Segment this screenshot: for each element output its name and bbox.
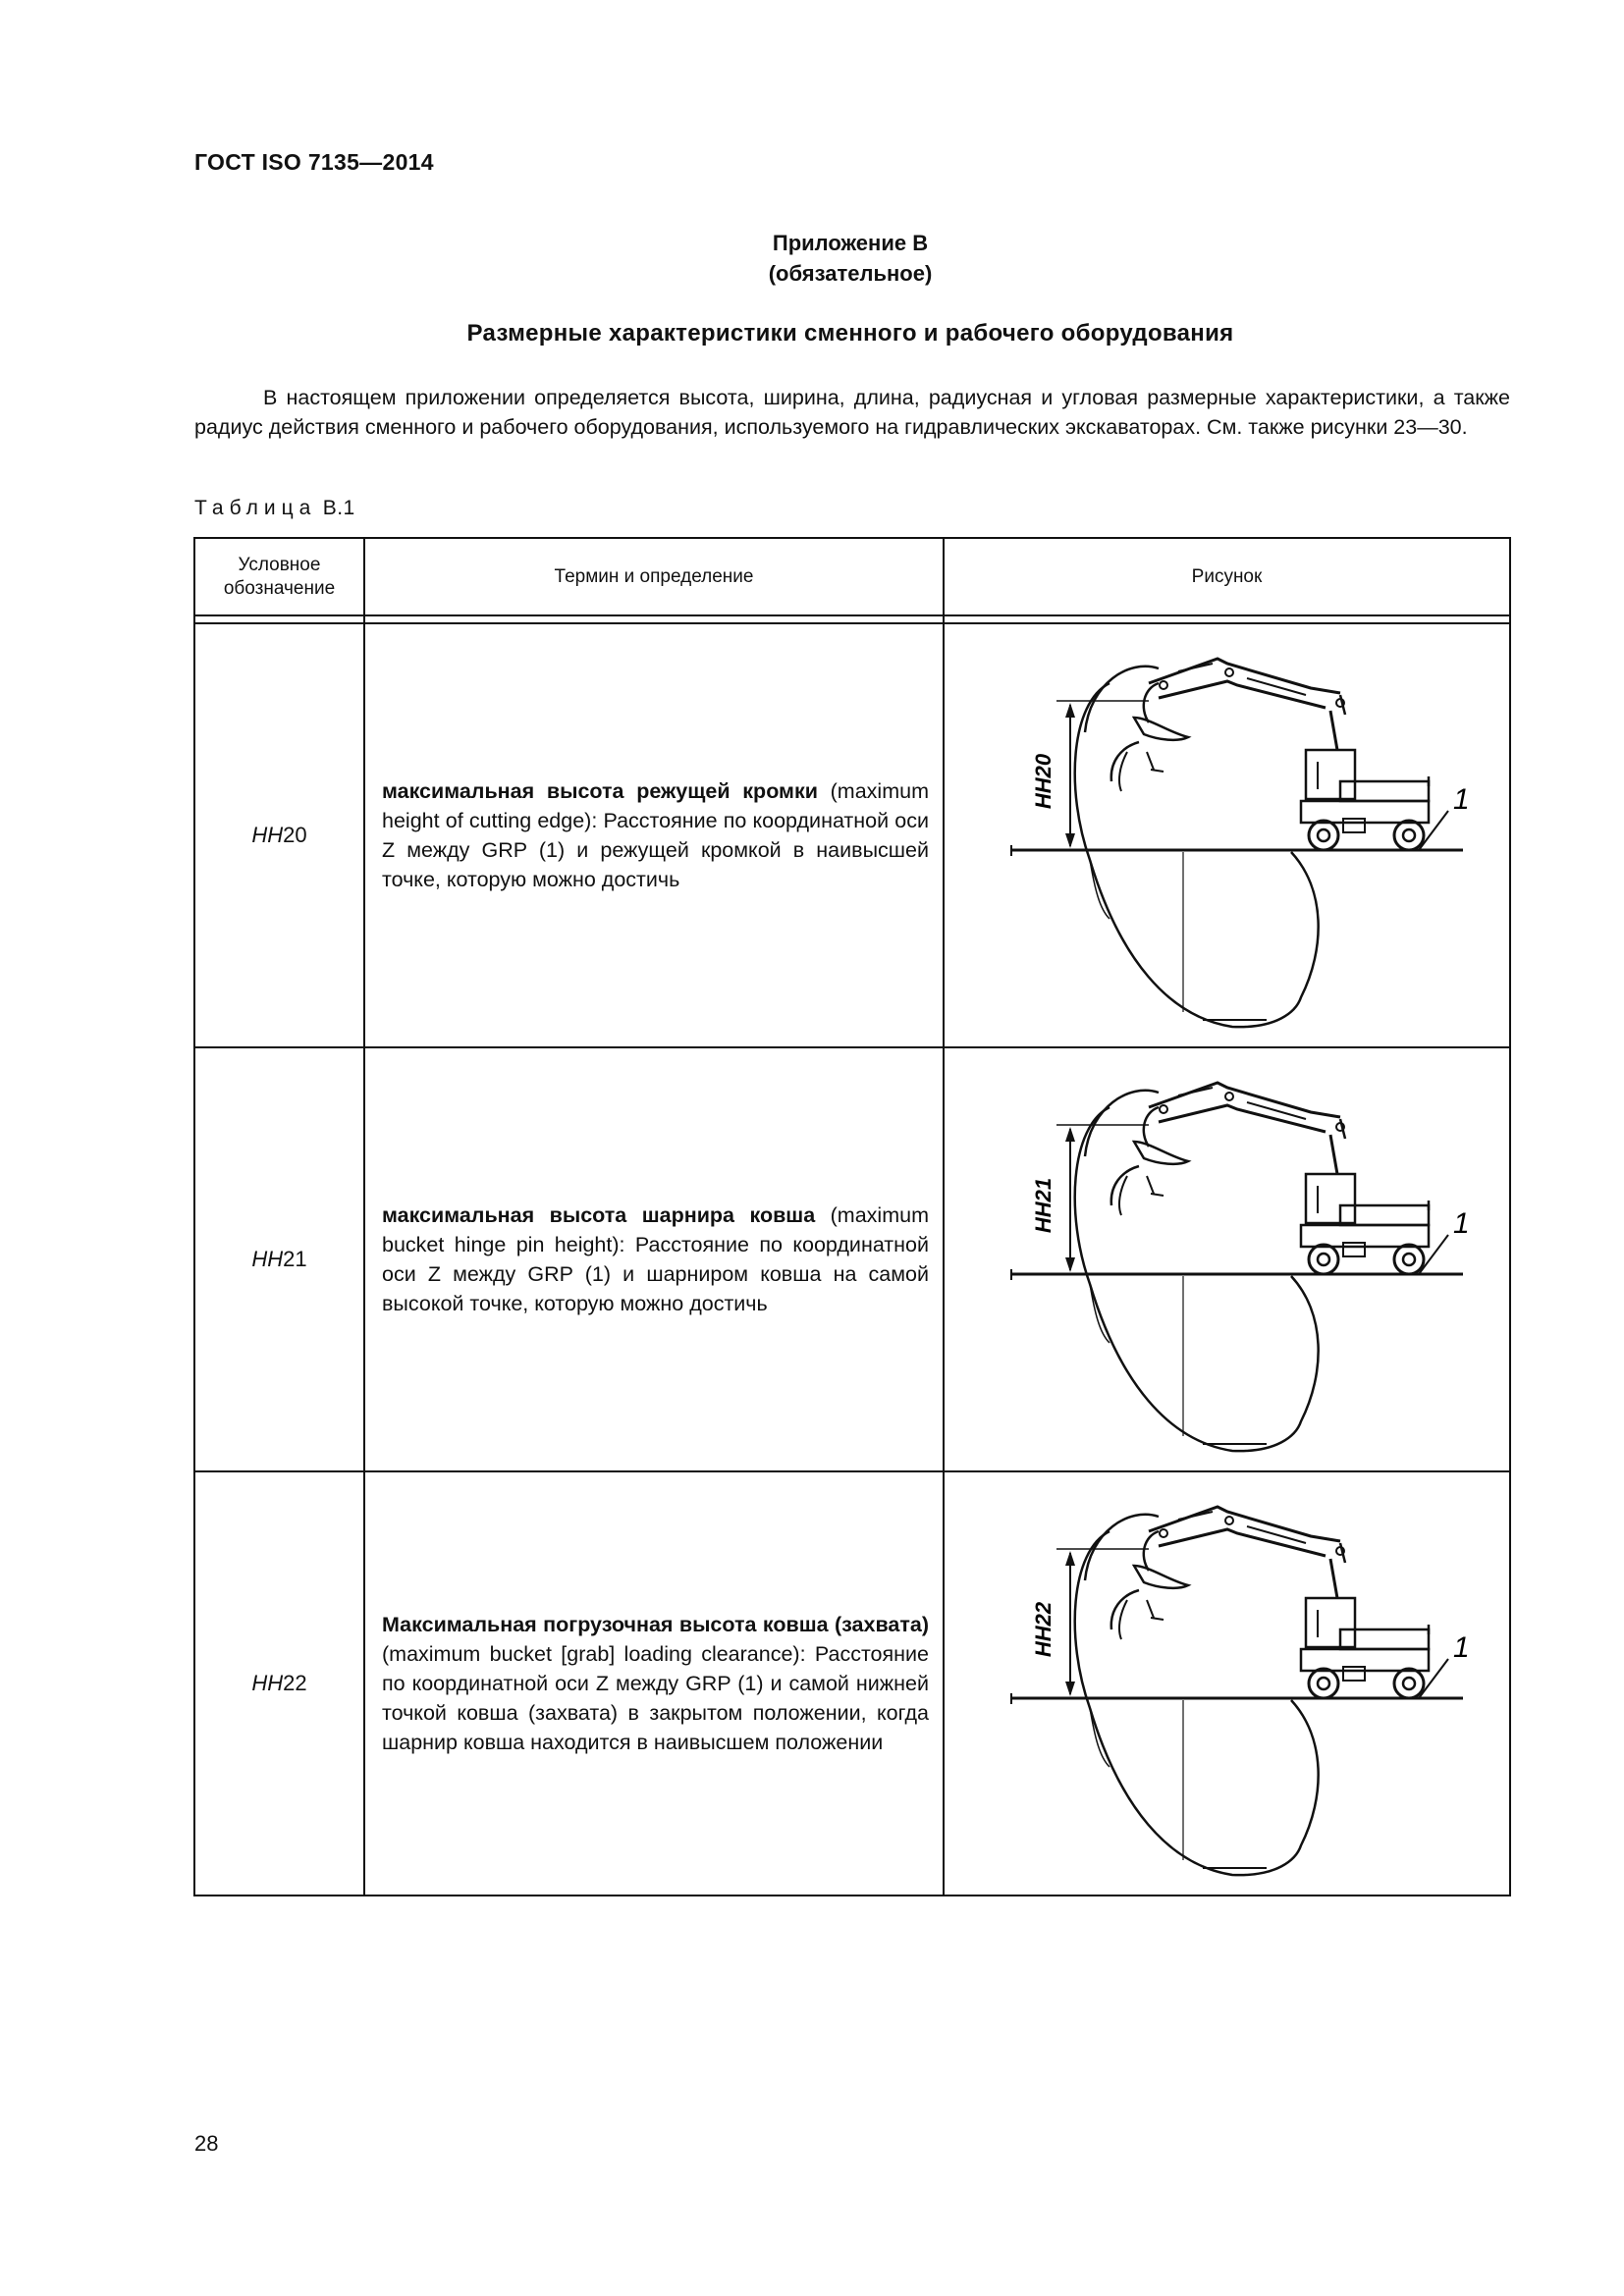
header-symbol: Условное обозначение xyxy=(194,538,364,615)
row-figure xyxy=(944,623,1510,1047)
row-definition xyxy=(364,1471,944,1896)
excavator-figure-hh20 xyxy=(952,624,1502,1041)
callout-number: 1 xyxy=(1452,1207,1470,1240)
table-gap xyxy=(194,615,1510,623)
term-rest: (maximum bucket hinge pin height): Расстояние по координатной оси Z между GRP (1) и шарниром ковша на самой высокой точке, которую можно достичь xyxy=(382,1203,929,1315)
row-definition xyxy=(364,1047,944,1471)
annex-status: (обязательное) xyxy=(768,261,933,286)
table-label-prefix: Таблица xyxy=(194,497,317,519)
term-rest: (maximum bucket [grab] loading clearance): Расстояние по координатной оси Z между GRP (1) и самой нижней точкой ковша (захвата) в закрытом положении, когда шарнир ковша находится в наивысшем положении xyxy=(382,1642,929,1754)
annex-title: Приложение В xyxy=(772,231,929,255)
excavator-figure-hh22 xyxy=(952,1472,1502,1890)
table-label-number: В.1 xyxy=(322,497,355,519)
row-symbol: HH21 xyxy=(194,1047,364,1471)
term-bold: Максимальная погрузочная высота ковша (захвата) xyxy=(382,1613,929,1636)
row-definition xyxy=(364,623,944,1047)
row-symbol: HH22 xyxy=(194,1471,364,1896)
row-symbol: HH20 xyxy=(194,623,364,1047)
dimensions-table xyxy=(193,537,1511,1896)
table-row xyxy=(194,1471,1510,1896)
section-title: Размерные характеристики сменного и рабочего оборудования xyxy=(466,320,1234,347)
figure-label: HH20 xyxy=(1030,753,1056,810)
figure-label: HH21 xyxy=(1030,1177,1056,1234)
header-figure: Рисунок xyxy=(944,538,1510,615)
figure-label: HH22 xyxy=(1030,1601,1056,1658)
intro-text: В настоящем приложении определяется высота, ширина, длина, радиусная и угловая размерные характеристики, а также радиус действия сменного и рабочего оборудования, используемого на гидравлических экскаваторах. См. также рисунки 23—30. xyxy=(194,386,1510,439)
row-figure xyxy=(944,1471,1510,1896)
term-bold: максимальная высота шарнира ковша xyxy=(382,1203,816,1227)
term-bold: максимальная высота режущей кромки xyxy=(382,779,818,803)
term-rest: (maximum height of cutting edge): Расстояние по координатной оси Z между GRP (1) и режущей кромкой в наивысшей точке, которую можно достичь xyxy=(382,779,929,891)
annex-heading xyxy=(0,228,1624,289)
page-number: 28 xyxy=(194,2131,219,2156)
document-header: ГОСТ ISO 7135—2014 xyxy=(194,149,434,175)
table-label xyxy=(194,497,355,520)
callout-number: 1 xyxy=(1452,1631,1470,1664)
table-header-row xyxy=(194,538,1510,615)
row-figure xyxy=(944,1047,1510,1471)
table-row xyxy=(194,623,1510,1047)
excavator-figure-hh21 xyxy=(952,1048,1502,1466)
table-row xyxy=(194,1047,1510,1471)
callout-number: 1 xyxy=(1452,783,1470,816)
intro-paragraph xyxy=(194,383,1510,442)
header-term: Термин и определение xyxy=(364,538,944,615)
